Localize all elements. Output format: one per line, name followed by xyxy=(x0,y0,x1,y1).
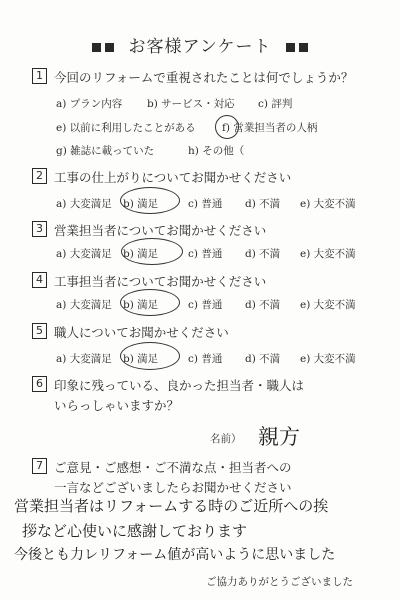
option-label: b) 満足 xyxy=(123,198,159,210)
option-label: c) 評判 xyxy=(258,98,293,110)
question-number: 1 xyxy=(32,68,47,84)
question-number: 5 xyxy=(32,323,47,339)
question-text: 今回のリフォームで重視されたことは何でしょうか？ xyxy=(54,70,354,85)
question-text-line2: 一言などございましたらお聞かせください xyxy=(54,480,292,495)
option-label: e) 大変不満 xyxy=(300,353,356,365)
handwritten-answer-line: 拶など心使いに感謝しております xyxy=(22,522,248,540)
option-label: f) 営業担当者の人柄 xyxy=(222,122,318,134)
question-number: 6 xyxy=(32,376,47,392)
handwritten-answer-line: 営業担当者はリフォームする時のご近所への挨 xyxy=(14,497,329,515)
square-mark-icon xyxy=(286,43,295,52)
title-text: お客様アンケート xyxy=(128,37,272,57)
selected-option-circle xyxy=(120,342,180,370)
option-label: d) 不満 xyxy=(245,353,281,365)
option-label: c) 普通 xyxy=(188,299,223,311)
option-label: g) 雑誌に載っていた xyxy=(56,145,155,157)
selected-option-circle xyxy=(121,238,183,265)
option-label: c) 普通 xyxy=(188,353,223,365)
option-label: e) 大変不満 xyxy=(300,299,356,311)
square-mark-icon xyxy=(105,43,114,52)
option-label: d) 不満 xyxy=(245,299,281,311)
option-label: d) 不満 xyxy=(245,248,281,260)
square-mark-icon xyxy=(299,43,308,52)
question-text: 営業担当者についてお聞かせください xyxy=(54,223,267,238)
option-label: a) 大変満足 xyxy=(56,198,112,210)
question-text: 職人についてお聞かせください xyxy=(54,325,229,340)
question-text-line2: いらっしゃいますか？ xyxy=(54,398,180,413)
question-number: 4 xyxy=(32,272,47,288)
option-label: b) サービス・対応 xyxy=(147,98,235,110)
question-text-line1: 印象に残っている、良かった担当者・職人は xyxy=(54,378,305,393)
question-text-line1: ご意見・ご感想・ご不満な点・担当者への xyxy=(54,460,292,475)
selected-option-circle xyxy=(120,187,180,214)
question-text: 工事の仕上がりについてお聞かせください xyxy=(54,170,292,185)
option-label: e) 大変不満 xyxy=(300,248,356,260)
name-answer: 親方 xyxy=(258,425,300,449)
option-label: c) 普通 xyxy=(188,198,223,210)
square-mark-icon xyxy=(92,43,101,52)
closing-message: ご協力ありがとうございました xyxy=(206,576,353,588)
selected-option-circle xyxy=(215,115,239,139)
question-number: 3 xyxy=(32,221,47,237)
option-label: a) 大変満足 xyxy=(56,299,112,311)
option-label: h) その他（ xyxy=(188,145,245,157)
handwritten-answer-line: 今後とも力レリフォーム値が高いように思いました xyxy=(14,547,336,563)
option-label: b) 満足 xyxy=(123,353,159,365)
option-label: a) 大変満足 xyxy=(56,248,112,260)
option-label: e) 以前に利用したことがある xyxy=(56,122,196,134)
question-number: 2 xyxy=(32,168,47,184)
selected-option-circle xyxy=(120,289,180,316)
survey-title xyxy=(0,32,400,57)
option-label: e) 大変不満 xyxy=(300,198,356,210)
option-label: b) 満足 xyxy=(123,248,159,260)
question-number: 7 xyxy=(32,458,47,474)
option-label: a) プラン内容 xyxy=(56,98,123,110)
question-text: 工事担当者についてお聞かせください xyxy=(54,274,267,289)
option-label: a) 大変満足 xyxy=(56,353,112,365)
name-label: 名前） xyxy=(210,433,242,445)
option-label: d) 不満 xyxy=(245,198,281,210)
option-label: b) 満足 xyxy=(123,299,159,311)
option-label: c) 普通 xyxy=(188,248,223,260)
